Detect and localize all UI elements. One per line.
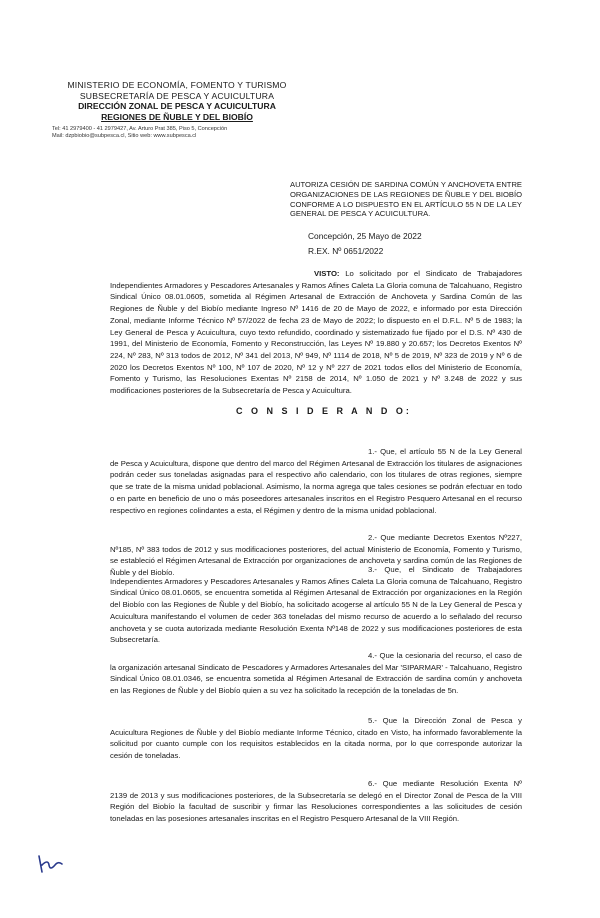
clause-5	[110, 715, 522, 762]
clause-1	[110, 446, 522, 516]
undersecretariat-name: SUBSECRETARÍA DE PESCA Y ACUICULTURA	[79, 90, 275, 101]
ministry-name: MINISTERIO DE ECONOMÍA, FOMENTO Y TURISMO	[67, 80, 287, 90]
address-line-2: Mail: dzpbiobio@subpesca.cl, Sitio web: www.subpesca.cl	[52, 133, 197, 139]
place-date: Concepción, 25 Mayo de 2022	[308, 231, 422, 241]
letterhead	[52, 80, 302, 140]
resolution-subject: AUTORIZA CESIÓN DE SARDINA COMÚN Y ANCHOVETA ENTRE ORGANIZACIONES DE LAS REGIONES DE ÑUBLE Y DEL BIOBÍO CONFORME A LO DISPUESTO EN EL ARTÍCULO 55 N DE LA LEY GENERAL DE PESCA Y ACUICULTURA.	[290, 180, 522, 219]
clause-4	[110, 650, 522, 697]
resolution-number: R.EX. Nº 0651/2022	[308, 246, 384, 256]
clause-text: 4.- Que la cesionaria del recurso, el caso de la organización artesanal Sindicato de Pescadores y Armadores Artesanales del Mar 'SIPARMAR' - Talcahuano, Registro Sindical Único 08.01.0346, se encuentra sometida al Régimen Artesanal de Extracción de sardina común y anchoveta en las Regiones de Ñuble y del Biobío quien a su vez ha solicitado la recepción de la toneladas de 5n.	[110, 651, 522, 696]
clause-text: 6.- Que mediante Resolución Exenta Nº 2139 de 2013 y sus modificaciones posteriores, de la Subsecretaría se delegó en el Director Zonal de Pesca de la VIII Región del Biobío la facultad de suscribir y firmar las Resoluciones correspondientes a las solicitudes de cesión toneladas en las posesiones artesanales inscritas en el Registro Pesquero Artesanal de la VIII Región.	[110, 779, 522, 824]
clause-text: 1.- Que, el artículo 55 N de la Ley General de Pesca y Acuicultura, dispone que dentro del marco del Régimen Artesanal de Extracción los titulares de asignaciones podrán ceder sus toneladas asignadas para el respectivo año calendario, con los titulares de otras regiones, siempre que se trate de la misma unidad poblacional. Asimismo, la norma agrega que tales cesiones se podrán efectuar en todo o en parte en beneficio de uno o más poseedores artesanales inscritos en el Registro Pesquero Artesanal en el recurso respectivo en regiones colindantes a esta, el Régimen y dentro de la misma unidad poblacional.	[110, 447, 522, 515]
clause-text: 2.- Que mediante Decretos Exentos Nº227, Nº185, Nº 383 todos de 2012 y sus modificaciones posteriores, del actual Ministerio de Economía, Fomento y Turismo, se estableció el Régimen Artesanal de Extracción por organizaciones de anchoveta y sardina común de las Regiones de Ñuble y del Biobío.	[110, 533, 522, 578]
visto-paragraph	[110, 268, 522, 397]
directorate-name: DIRECCIÓN ZONAL DE PESCA Y ACUICULTURA	[78, 101, 276, 111]
clause-6	[110, 778, 522, 825]
visto-label: VISTO:	[314, 269, 340, 278]
clause-text: 5.- Que la Dirección Zonal de Pesca y Acuicultura Regiones de Ñuble y del Biobío mediante Informe Técnico, citado en Visto, ha informado favorablemente la solicitud por cuanto cumple con los requisitos establecidos en la citada norma, por lo que corresponde autorizar la cesión de toneladas.	[110, 716, 522, 761]
clause-3	[110, 564, 522, 646]
regions-name: REGIONES DE ÑUBLE Y DEL BIOBÍO	[101, 112, 253, 122]
address-line-1: Tel: 41 2979400 - 41 2979427, Av. Arturo Prat 385, Piso 5, Concepción	[52, 126, 228, 132]
clause-text: 3.- Que, el Sindicato de Trabajadores Independientes Armadores y Pescadores Artesanales y Ramos Afines Caleta La Gloria comuna de Talcahuano, Registro Sindical Único 08.01.0605, se encuentra sometida al Régimen Artesanal de Extracción por organizaciones en la Región del Biobío con las Regiones de Ñuble y del Biobío, ha solicitado acogerse al artículo 55 N de la Ley General de Pesca y Acuicultura manifestando el volumen de ceder 363 toneladas del mismo recurso de acuerdo a lo señalado del recurso anchoveta y se cuota autorizada mediante Resolución Exenta Nº148 de 2022 y sus modificaciones posteriores de esta Subsecretaría.	[110, 565, 522, 645]
considerando-heading: C O N S I D E R A N D O:	[236, 406, 412, 416]
visto-text: Lo solicitado por el Sindicato de Trabajadores Independientes Armadores y Pescadores Artesanales y Ramos Afines Caleta La Gloria comuna de Talcahuano, Registro Sindical Único 08.01.0605, sometida al Régimen Artesanal de Extracción de Anchoveta y Sardina Común de las Regiones de Ñuble y del Biobío mediante Ingreso Nº 1416 de 20 de Mayo de 2022, e informado por esta Dirección Zonal, mediante Informe Técnico Nº 57/2022 de fecha 23 de Mayo de 2022; lo dispuesto en el D.F.L. Nº 5 de 1983; la Ley General de Pesca y Acuicultura, cuyo texto refundido, coordinado y sistematizado fue fijado por el D.S. Nº 430 de 1991, del Ministerio de Economía, Fomento y Reconstrucción, las Leyes Nº 19.880 y 20.657; los Decretos Exentos Nº 224, Nº 283, Nº 313 todos de 2012, Nº 341 del 2013, Nº 949, Nº 1114 de 2018, Nº 5 de 2019, Nº 323 de 2019 y Nº 6 de 2020 los Decretos Exentos Nº 100, Nº 107 de 2020, Nº 12 y Nº 227 de 2021 todos ellos del Ministerio de Economía, Fomento y Turismo, las Resoluciones Exentas Nº 2158 de 2014, Nº 1.050 de 2021 y Nº 3.248 de 2022 y sus modificaciones posteriores de la Subsecretaría de Pesca y Acuicultura.	[110, 269, 522, 396]
handwritten-initials	[36, 853, 66, 875]
